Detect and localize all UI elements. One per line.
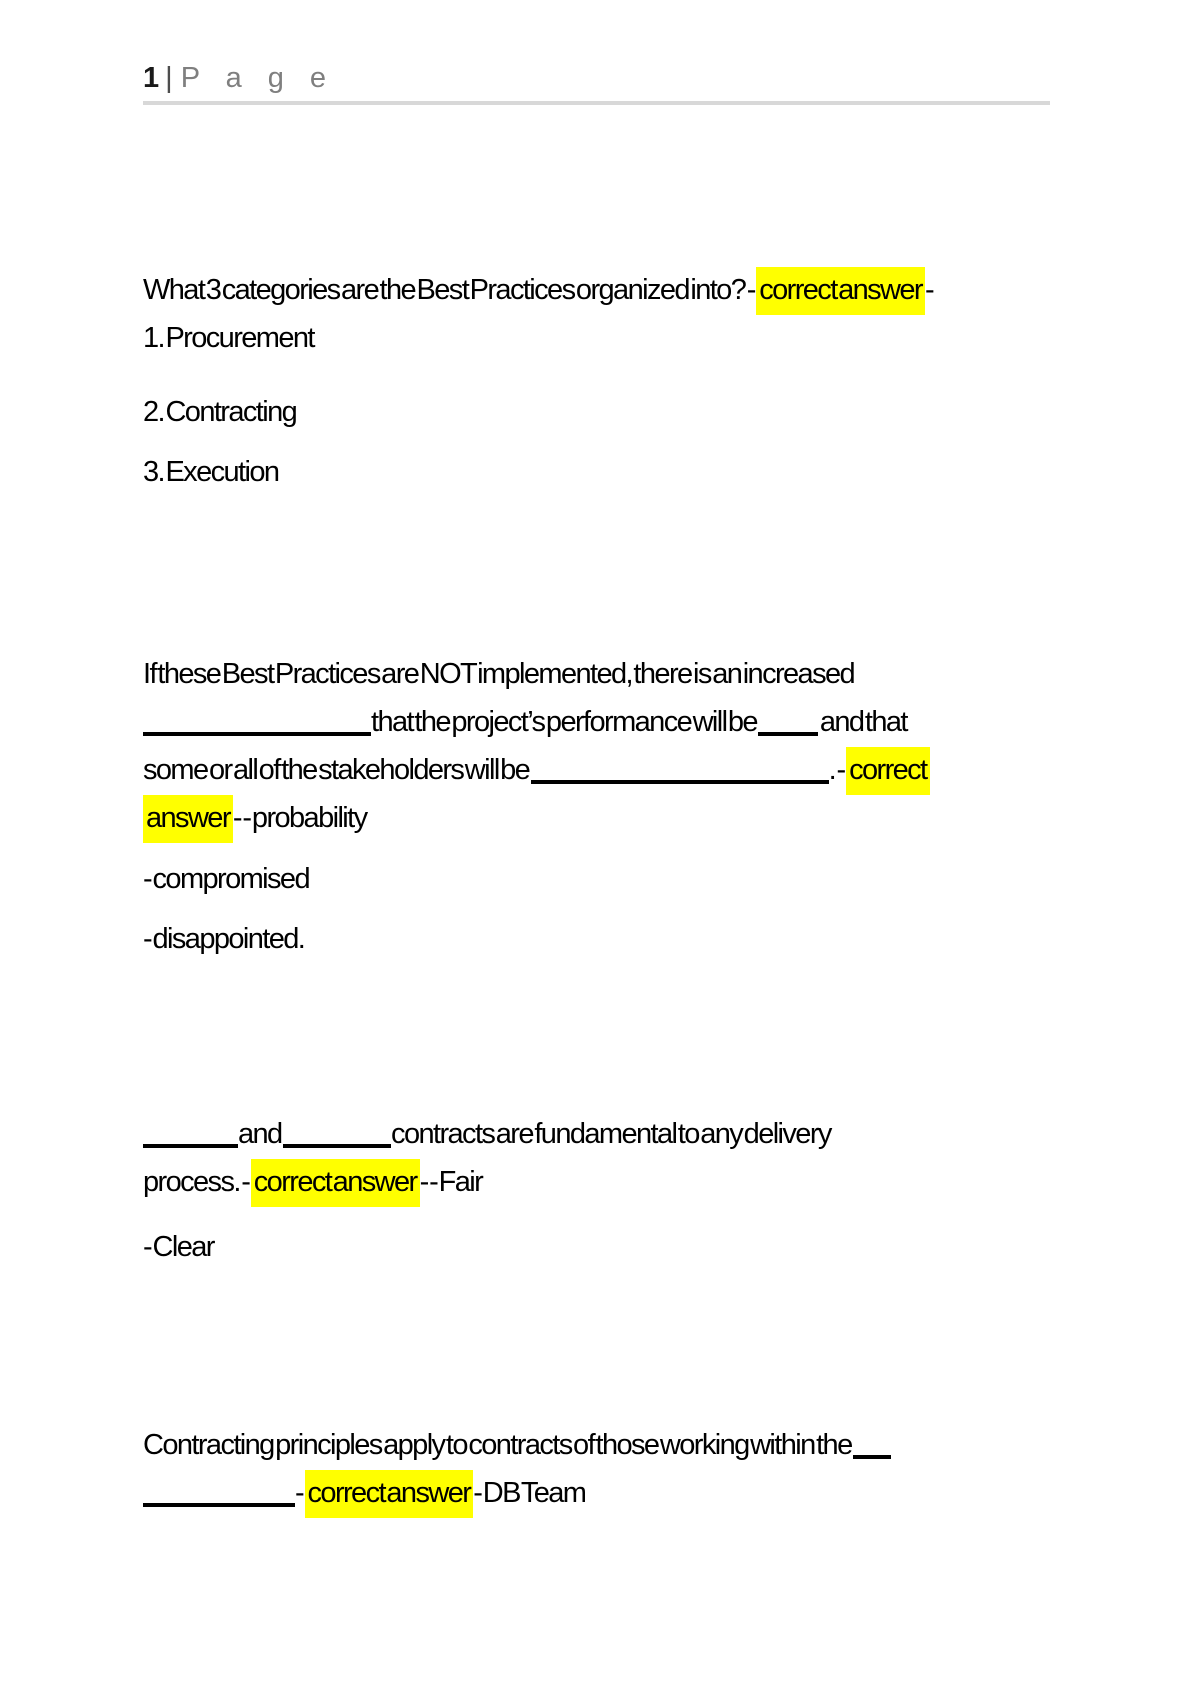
text-run: 2. Contracting [143,396,297,428]
document-line [143,698,1151,746]
text-run: 1. Procurement [143,322,314,354]
blank-underline [143,1140,238,1148]
blank-underline [143,1499,295,1507]
text-run: - [925,274,934,306]
header-rule [143,101,1050,105]
text-run: and that [818,706,907,738]
text-run: that the project’s performance will be [371,706,759,738]
question-2-answer-3 [143,915,1151,963]
blank-underline [531,776,829,784]
document-line [143,855,1151,903]
document-line [143,915,1151,963]
page-number: 1 [143,62,160,94]
text-run: 3. Execution [143,456,279,488]
page-header [143,62,335,95]
text-run: some or all of the stakeholders will be [143,754,531,786]
document-line [143,266,1151,314]
question-2 [143,650,1151,842]
text-run: If these Best Practices are NOT implemented, there is an increased [143,658,855,690]
page-header-label: P a g e [180,62,336,94]
highlight-run: correct [846,747,929,795]
document-line [143,650,1151,698]
text-run: - compromised [143,863,309,895]
question-1-answer-3 [143,448,1151,496]
highlight-run: answer [143,795,233,843]
question-2-answer-2 [143,855,1151,903]
text-run: contracts are fundamental to any delivery [391,1118,831,1150]
text-run: - - Fair [419,1166,483,1198]
document-line [143,314,1151,362]
blank-underline [853,1451,891,1459]
text-run: - disappointed. [143,923,305,955]
highlight-run: correct answer [305,1470,474,1518]
document-line [143,746,1151,794]
text-run: - Clear [143,1231,214,1263]
text-run: and [238,1118,284,1150]
question-1 [143,266,1151,362]
question-3-answer-2 [143,1223,1151,1271]
highlight-run: correct answer [251,1159,420,1207]
document-line [143,1469,1151,1517]
blank-underline [143,728,371,736]
text-run: - - probability [232,802,367,834]
text-run: process. - [143,1166,251,1198]
highlight-run: correct answer [756,267,925,315]
document-line [143,448,1151,496]
page-header-separator: | [165,62,173,94]
document-line [143,1110,1151,1158]
document-line [143,388,1151,436]
text-run: . - [828,754,847,786]
text-run: What 3 categories are the Best Practices organized into? - [143,274,757,306]
document-line [143,1158,1151,1206]
blank-underline [283,1140,391,1148]
document-line [143,1223,1151,1271]
question-4 [143,1421,1151,1517]
text-run: - [295,1477,305,1509]
question-3 [143,1110,1151,1206]
blank-underline [758,728,818,736]
document-line [143,1421,1151,1469]
text-run: - DB Team [473,1477,586,1509]
question-1-answer-2 [143,388,1151,436]
text-run: Contracting principles apply to contracts of those working within the [143,1429,854,1461]
document-line [143,794,1151,842]
